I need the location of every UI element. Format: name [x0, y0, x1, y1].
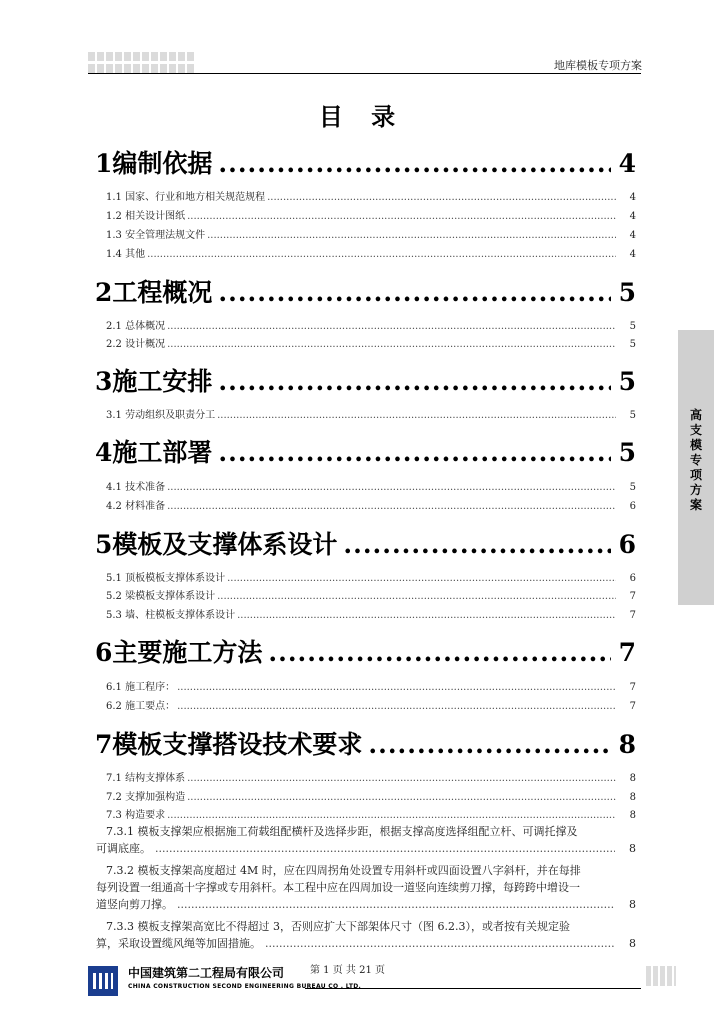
section-number: 5 [95, 530, 113, 559]
dot-leader [147, 249, 616, 260]
subsection-page: 4 [629, 192, 636, 203]
toc-subsection[interactable] [106, 806, 636, 821]
dot-leader [218, 278, 610, 307]
company-logo-icon [88, 966, 118, 996]
subsection-page: 7 [629, 610, 636, 621]
side-tab-label: 高支模专项方案 [689, 408, 702, 512]
dot-leader [167, 482, 616, 493]
subsection-page: 7 [629, 682, 636, 693]
subsection-title: 5.3 墙、柱模板支撑体系设计 [106, 610, 236, 621]
section-number: 2 [95, 278, 113, 307]
section-page: 5 [618, 278, 636, 307]
section-title: 编制依据 [112, 149, 213, 178]
subsection-title: 4.2 材料准备 [106, 501, 166, 512]
dot-leader [268, 638, 610, 667]
subsection-page: 8 [629, 792, 636, 803]
toc-subsection[interactable] [106, 606, 636, 621]
subsection-title: 7.2 支撑加强构造 [106, 792, 186, 803]
subsection-title: 6.2 施工要点： [106, 701, 176, 712]
subsection-title: 1.4 其他 [106, 249, 146, 260]
toc-paragraph-7-3-1[interactable] [96, 823, 636, 857]
dot-leader [217, 410, 616, 421]
paragraph-line: 7.3.2 模板支撑架高度超过 4M 时，应在四周拐角处设置专用斜杆或四面设置八字斜杆，并在每排 [106, 864, 581, 877]
subsection-title: 2.1 总体概况 [106, 321, 166, 332]
dot-leader [167, 321, 616, 332]
toc-section-2[interactable] [95, 273, 636, 309]
subsection-page: 5 [629, 482, 636, 493]
toc-title: 目 录 [318, 102, 406, 131]
subsection-title: 1.1 国家、行业和地方相关规范规程 [106, 192, 266, 203]
subsection-page: 8 [629, 773, 636, 784]
subsection-page: 5 [629, 339, 636, 350]
subsection-page: 5 [629, 410, 636, 421]
subsection-page: 7 [629, 591, 636, 602]
paragraph-page: 8 [629, 937, 636, 950]
paragraph-line: 7.3.3 模板支撑架高宽比不得超过 3，否则应扩大下部架体尺寸（图 6.2.3），或者按有关规定验 [106, 920, 570, 933]
paragraph-page: 8 [629, 898, 636, 911]
subsection-title: 7.3 构造要求 [106, 810, 166, 821]
toc-subsection[interactable] [106, 335, 636, 350]
toc-section-5[interactable] [95, 525, 636, 561]
toc-section-3[interactable] [95, 362, 636, 398]
section-page: 5 [618, 438, 636, 467]
toc-section-7[interactable] [95, 725, 636, 761]
subsection-title: 4.1 技术准备 [106, 482, 166, 493]
dot-leader [187, 773, 616, 784]
subsection-title: 6.1 施工程序： [106, 682, 176, 693]
dot-leader [343, 530, 610, 559]
paragraph-line: 道竖向剪刀撑。 [96, 898, 173, 911]
dot-leader [187, 211, 616, 222]
footer-divider [305, 988, 641, 989]
subsection-page: 4 [629, 249, 636, 260]
dot-leader [155, 840, 615, 857]
section-title: 模板及支撑体系设计 [112, 530, 338, 559]
subsection-title: 5.2 梁模板支撑体系设计 [106, 591, 216, 602]
dot-leader [218, 149, 610, 178]
toc-subsection[interactable] [106, 788, 636, 803]
toc-subsection[interactable] [106, 188, 636, 203]
section-title: 模板支撑搭设技术要求 [112, 730, 363, 759]
dot-leader [267, 192, 616, 203]
dot-leader [177, 701, 616, 712]
section-page: 8 [618, 730, 636, 759]
paragraph-line: 每列设置一组通高十字撑或专用斜杆。本工程中应在四周加设一道竖向连续剪刀撑，每跨跨中增设一 [96, 881, 580, 894]
section-number: 4 [95, 438, 113, 467]
toc-section-6[interactable] [95, 633, 636, 669]
section-title: 施工部署 [112, 438, 213, 467]
subsection-page: 6 [629, 573, 636, 584]
toc-subsection[interactable] [106, 769, 636, 784]
toc-subsection[interactable] [106, 697, 636, 712]
toc-section-4[interactable] [95, 433, 636, 469]
subsection-title: 5.1 顶板模板支撑体系设计 [106, 573, 226, 584]
section-page: 6 [618, 530, 636, 559]
paragraph-page: 8 [629, 842, 636, 855]
dot-leader [177, 896, 615, 913]
dot-leader [218, 367, 610, 396]
dot-leader [207, 230, 616, 241]
footer-logo-watermark [646, 966, 676, 986]
section-number: 6 [95, 638, 113, 667]
dot-leader [237, 610, 616, 621]
dot-leader [227, 573, 616, 584]
toc-section-1[interactable] [95, 144, 636, 180]
dot-leader [187, 792, 616, 803]
footer-page-info: 第 1 页 共 21 页 [310, 965, 385, 976]
section-page: 5 [618, 367, 636, 396]
subsection-title: 1.2 相关设计图纸 [106, 211, 186, 222]
section-title: 工程概况 [112, 278, 213, 307]
dot-leader [167, 339, 616, 350]
subsection-page: 6 [629, 501, 636, 512]
toc-subsection[interactable] [106, 317, 636, 332]
toc-subsection[interactable] [106, 245, 636, 260]
section-page: 7 [618, 638, 636, 667]
section-number: 7 [95, 730, 113, 759]
subsection-page: 4 [629, 211, 636, 222]
toc-subsection[interactable] [106, 678, 636, 693]
section-title: 施工安排 [112, 367, 213, 396]
subsection-title: 7.1 结构支撑体系 [106, 773, 186, 784]
subsection-page: 5 [629, 321, 636, 332]
paragraph-line: 算，采取设置缆风绳等加固措施。 [96, 937, 261, 950]
header-divider [88, 73, 641, 74]
footer-company-name: 中国建筑第二工程局有限公司 [128, 966, 285, 980]
paragraph-line: 可调底座。 [96, 842, 151, 855]
dot-leader [177, 682, 616, 693]
dot-leader [265, 935, 615, 952]
footer-company-name-en: CHINA CONSTRUCTION SECOND ENGINEERING BUREAU CO . LTD. [128, 983, 362, 990]
dot-leader [368, 730, 610, 759]
section-page: 4 [618, 149, 636, 178]
dot-leader [167, 810, 616, 821]
toc-subsection[interactable] [106, 478, 636, 493]
toc-paragraph-7-3-3[interactable] [96, 918, 636, 952]
subsection-title: 3.1 劳动组织及职责分工 [106, 410, 216, 421]
toc-subsection[interactable] [106, 587, 636, 602]
section-title: 主要施工方法 [112, 638, 263, 667]
toc-subsection[interactable] [106, 226, 636, 241]
toc-subsection[interactable] [106, 497, 636, 512]
toc-subsection[interactable] [106, 207, 636, 222]
subsection-page: 8 [629, 810, 636, 821]
paragraph-line: 7.3.1 模板支撑架应根据施工荷载组配横杆及选择步距，根据支撑高度选择组配立杆、可调托撑及 [106, 825, 578, 838]
header-logo-watermark [88, 52, 196, 74]
toc-subsection[interactable] [106, 569, 636, 584]
toc-paragraph-7-3-2[interactable] [96, 862, 636, 913]
header-title: 地库模板专项方案 [554, 59, 642, 72]
dot-leader [167, 501, 616, 512]
section-number: 1 [95, 149, 113, 178]
dot-leader [217, 591, 616, 602]
toc-subsection[interactable] [106, 406, 636, 421]
subsection-page: 4 [629, 230, 636, 241]
dot-leader [218, 438, 610, 467]
subsection-page: 7 [629, 701, 636, 712]
subsection-title: 1.3 安全管理法规文件 [106, 230, 206, 241]
subsection-title: 2.2 设计概况 [106, 339, 166, 350]
section-number: 3 [95, 367, 113, 396]
